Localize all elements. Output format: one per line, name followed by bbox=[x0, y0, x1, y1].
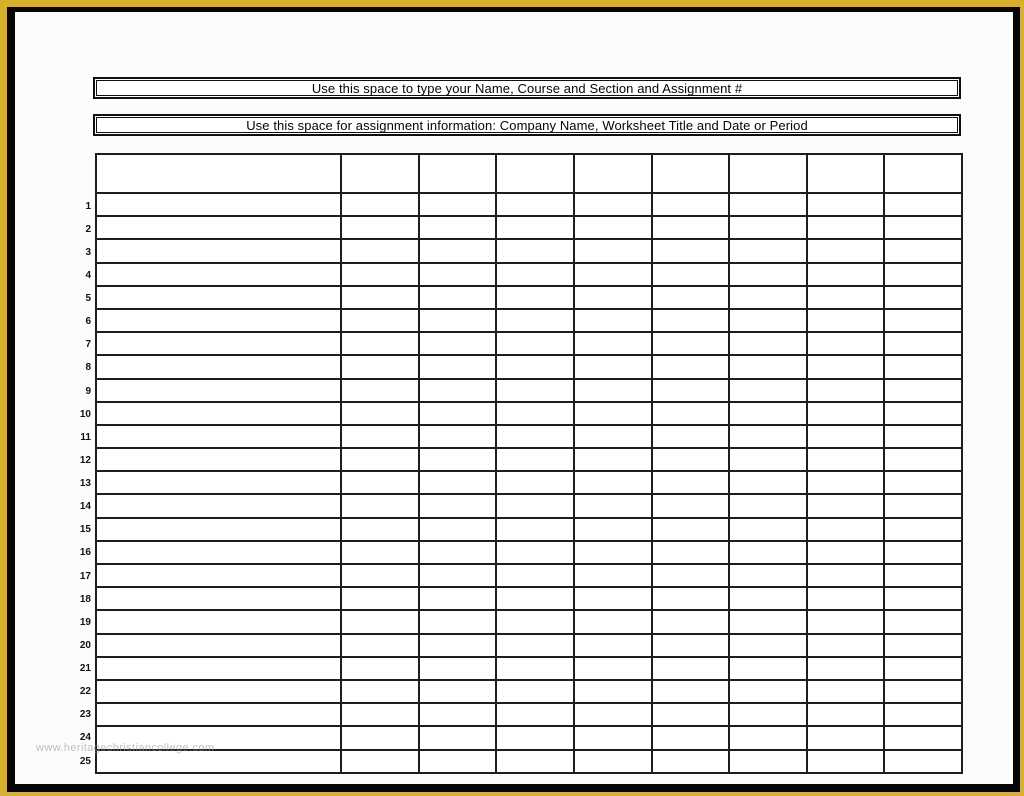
row-number: 13 bbox=[79, 478, 91, 490]
cell-amount[interactable] bbox=[419, 379, 497, 402]
cell-amount[interactable] bbox=[807, 541, 885, 564]
cell-amount[interactable] bbox=[652, 448, 730, 471]
row-number: 1 bbox=[85, 200, 91, 212]
cell-amount[interactable] bbox=[341, 448, 419, 471]
cell-amount[interactable] bbox=[652, 703, 730, 726]
assignment-info-box-inner bbox=[96, 117, 958, 133]
cell-amount[interactable] bbox=[496, 494, 574, 517]
cell-amount[interactable] bbox=[807, 494, 885, 517]
cell-amount[interactable] bbox=[419, 634, 497, 657]
cell-amount[interactable] bbox=[496, 634, 574, 657]
cell-amount[interactable] bbox=[884, 634, 962, 657]
cell-description[interactable] bbox=[96, 425, 341, 448]
grid-row bbox=[96, 263, 962, 286]
worksheet-grid-wrap bbox=[95, 153, 963, 774]
cell-amount[interactable] bbox=[729, 239, 807, 262]
grid-row bbox=[96, 332, 962, 355]
cell-amount[interactable] bbox=[496, 448, 574, 471]
cell-amount[interactable] bbox=[341, 425, 419, 448]
cell-description[interactable] bbox=[96, 634, 341, 657]
cell-amount[interactable] bbox=[807, 216, 885, 239]
header-cell-amount[interactable] bbox=[341, 154, 419, 193]
cell-description[interactable] bbox=[96, 379, 341, 402]
worksheet-grid-table bbox=[95, 153, 963, 774]
cell-amount[interactable] bbox=[884, 425, 962, 448]
row-number: 3 bbox=[85, 246, 91, 258]
cell-amount[interactable] bbox=[729, 703, 807, 726]
cell-amount[interactable] bbox=[341, 263, 419, 286]
cell-amount[interactable] bbox=[652, 680, 730, 703]
cell-description[interactable] bbox=[96, 355, 341, 378]
cell-amount[interactable] bbox=[807, 564, 885, 587]
row-number: 14 bbox=[79, 501, 91, 513]
cell-amount[interactable] bbox=[574, 263, 652, 286]
cell-amount[interactable] bbox=[496, 239, 574, 262]
header-cell-amount[interactable] bbox=[884, 154, 962, 193]
row-number: 11 bbox=[80, 431, 91, 443]
cell-description[interactable] bbox=[96, 610, 341, 633]
cell-amount[interactable] bbox=[652, 309, 730, 332]
cell-amount[interactable] bbox=[652, 726, 730, 749]
cell-amount[interactable] bbox=[729, 309, 807, 332]
grid-row bbox=[96, 587, 962, 610]
cell-amount[interactable] bbox=[652, 518, 730, 541]
cell-amount[interactable] bbox=[574, 657, 652, 680]
row-number: 10 bbox=[79, 408, 91, 420]
cell-description[interactable] bbox=[96, 239, 341, 262]
cell-amount[interactable] bbox=[884, 286, 962, 309]
cell-amount[interactable] bbox=[807, 471, 885, 494]
cell-amount[interactable] bbox=[419, 750, 497, 774]
cell-amount[interactable] bbox=[419, 726, 497, 749]
cell-amount[interactable] bbox=[496, 587, 574, 610]
grid-row bbox=[96, 518, 962, 541]
cell-amount[interactable] bbox=[807, 309, 885, 332]
row-number: 7 bbox=[85, 339, 91, 351]
cell-amount[interactable] bbox=[341, 657, 419, 680]
cell-amount[interactable] bbox=[807, 263, 885, 286]
cell-amount[interactable] bbox=[652, 564, 730, 587]
cell-amount[interactable] bbox=[341, 216, 419, 239]
cell-description[interactable] bbox=[96, 263, 341, 286]
grid-row bbox=[96, 726, 962, 749]
grid-row bbox=[96, 610, 962, 633]
grid-row bbox=[96, 193, 962, 216]
cell-amount[interactable] bbox=[652, 425, 730, 448]
grid-row bbox=[96, 680, 962, 703]
cell-amount[interactable] bbox=[652, 239, 730, 262]
cell-description[interactable] bbox=[96, 471, 341, 494]
grid-row bbox=[96, 634, 962, 657]
cell-amount[interactable] bbox=[419, 425, 497, 448]
cell-amount[interactable] bbox=[341, 726, 419, 749]
cell-amount[interactable] bbox=[419, 193, 497, 216]
cell-description[interactable] bbox=[96, 332, 341, 355]
cell-amount[interactable] bbox=[574, 193, 652, 216]
cell-amount[interactable] bbox=[341, 355, 419, 378]
cell-amount[interactable] bbox=[884, 263, 962, 286]
cell-amount[interactable] bbox=[496, 564, 574, 587]
cell-amount[interactable] bbox=[419, 332, 497, 355]
name-course-assignment-label: Use this space to type your Name, Course and Section and Assignment # bbox=[311, 80, 743, 96]
cell-amount[interactable] bbox=[496, 425, 574, 448]
header-cell-amount[interactable] bbox=[574, 154, 652, 193]
cell-amount[interactable] bbox=[574, 355, 652, 378]
cell-amount[interactable] bbox=[574, 425, 652, 448]
cell-amount[interactable] bbox=[341, 379, 419, 402]
cell-description[interactable] bbox=[96, 518, 341, 541]
cell-amount[interactable] bbox=[729, 726, 807, 749]
row-number: 2 bbox=[85, 223, 91, 235]
grid-row bbox=[96, 402, 962, 425]
cell-amount[interactable] bbox=[496, 216, 574, 239]
cell-amount[interactable] bbox=[496, 680, 574, 703]
cell-amount[interactable] bbox=[574, 448, 652, 471]
cell-amount[interactable] bbox=[884, 494, 962, 517]
cell-amount[interactable] bbox=[496, 703, 574, 726]
cell-amount[interactable] bbox=[419, 402, 497, 425]
cell-amount[interactable] bbox=[574, 332, 652, 355]
cell-amount[interactable] bbox=[574, 471, 652, 494]
row-number: 15 bbox=[79, 524, 91, 536]
cell-amount[interactable] bbox=[341, 703, 419, 726]
cell-amount[interactable] bbox=[574, 587, 652, 610]
cell-amount[interactable] bbox=[419, 286, 497, 309]
cell-amount[interactable] bbox=[574, 309, 652, 332]
row-number: 6 bbox=[85, 316, 91, 328]
row-number: 8 bbox=[85, 362, 91, 374]
cell-amount[interactable] bbox=[574, 216, 652, 239]
cell-amount[interactable] bbox=[496, 471, 574, 494]
grid-header-row bbox=[96, 154, 962, 193]
cell-amount[interactable] bbox=[884, 448, 962, 471]
cell-description[interactable] bbox=[96, 703, 341, 726]
name-course-assignment-box[interactable] bbox=[93, 77, 961, 99]
cell-amount[interactable] bbox=[729, 541, 807, 564]
grid-row bbox=[96, 703, 962, 726]
cell-amount[interactable] bbox=[574, 703, 652, 726]
cell-amount[interactable] bbox=[884, 703, 962, 726]
cell-amount[interactable] bbox=[884, 750, 962, 774]
cell-amount[interactable] bbox=[884, 471, 962, 494]
row-number: 25 bbox=[79, 755, 91, 767]
cell-amount[interactable] bbox=[341, 471, 419, 494]
cell-amount[interactable] bbox=[729, 448, 807, 471]
header-cell-amount[interactable] bbox=[496, 154, 574, 193]
cell-description[interactable] bbox=[96, 448, 341, 471]
grid-row bbox=[96, 657, 962, 680]
cell-amount[interactable] bbox=[729, 634, 807, 657]
cell-amount[interactable] bbox=[341, 634, 419, 657]
row-number: 16 bbox=[79, 547, 91, 559]
cell-amount[interactable] bbox=[341, 680, 419, 703]
cell-amount[interactable] bbox=[884, 518, 962, 541]
grid-row bbox=[96, 216, 962, 239]
cell-amount[interactable] bbox=[419, 216, 497, 239]
cell-amount[interactable] bbox=[729, 680, 807, 703]
cell-amount[interactable] bbox=[341, 541, 419, 564]
grid-row bbox=[96, 448, 962, 471]
cell-amount[interactable] bbox=[496, 402, 574, 425]
cell-amount[interactable] bbox=[419, 703, 497, 726]
grid-row bbox=[96, 355, 962, 378]
row-number: 18 bbox=[79, 593, 91, 605]
cell-amount[interactable] bbox=[884, 726, 962, 749]
cell-description[interactable] bbox=[96, 193, 341, 216]
cell-amount[interactable] bbox=[496, 657, 574, 680]
cell-amount[interactable] bbox=[884, 680, 962, 703]
cell-amount[interactable] bbox=[729, 425, 807, 448]
cell-amount[interactable] bbox=[807, 610, 885, 633]
cell-description[interactable] bbox=[96, 541, 341, 564]
cell-amount[interactable] bbox=[807, 518, 885, 541]
cell-amount[interactable] bbox=[496, 263, 574, 286]
row-number: 9 bbox=[85, 385, 91, 397]
cell-amount[interactable] bbox=[496, 518, 574, 541]
row-number: 24 bbox=[79, 732, 91, 744]
cell-amount[interactable] bbox=[574, 610, 652, 633]
cell-amount[interactable] bbox=[652, 332, 730, 355]
cell-amount[interactable] bbox=[496, 286, 574, 309]
cell-amount[interactable] bbox=[574, 634, 652, 657]
cell-amount[interactable] bbox=[496, 309, 574, 332]
grid-row bbox=[96, 564, 962, 587]
cell-amount[interactable] bbox=[884, 216, 962, 239]
cell-amount[interactable] bbox=[496, 750, 574, 774]
grid-row bbox=[96, 425, 962, 448]
cell-amount[interactable] bbox=[574, 402, 652, 425]
cell-amount[interactable] bbox=[807, 657, 885, 680]
cell-description[interactable] bbox=[96, 680, 341, 703]
cell-amount[interactable] bbox=[884, 610, 962, 633]
cell-amount[interactable] bbox=[341, 610, 419, 633]
cell-amount[interactable] bbox=[729, 379, 807, 402]
cell-amount[interactable] bbox=[652, 471, 730, 494]
row-number: 4 bbox=[85, 269, 91, 281]
cell-amount[interactable] bbox=[807, 750, 885, 774]
cell-amount[interactable] bbox=[574, 518, 652, 541]
cell-amount[interactable] bbox=[729, 355, 807, 378]
cell-amount[interactable] bbox=[652, 379, 730, 402]
cell-amount[interactable] bbox=[884, 332, 962, 355]
cell-amount[interactable] bbox=[419, 680, 497, 703]
cell-amount[interactable] bbox=[729, 471, 807, 494]
cell-amount[interactable] bbox=[807, 193, 885, 216]
cell-amount[interactable] bbox=[729, 263, 807, 286]
header-cell-amount[interactable] bbox=[729, 154, 807, 193]
cell-amount[interactable] bbox=[419, 657, 497, 680]
row-number: 23 bbox=[79, 709, 91, 721]
cell-amount[interactable] bbox=[652, 610, 730, 633]
cell-amount[interactable] bbox=[341, 309, 419, 332]
cell-amount[interactable] bbox=[341, 587, 419, 610]
cell-amount[interactable] bbox=[496, 610, 574, 633]
cell-amount[interactable] bbox=[884, 402, 962, 425]
cell-amount[interactable] bbox=[884, 541, 962, 564]
cell-amount[interactable] bbox=[729, 750, 807, 774]
cell-amount[interactable] bbox=[807, 402, 885, 425]
cell-amount[interactable] bbox=[496, 332, 574, 355]
cell-amount[interactable] bbox=[341, 750, 419, 774]
cell-amount[interactable] bbox=[729, 587, 807, 610]
cell-amount[interactable] bbox=[729, 494, 807, 517]
cell-amount[interactable] bbox=[419, 518, 497, 541]
row-number: 20 bbox=[79, 639, 91, 651]
cell-amount[interactable] bbox=[884, 587, 962, 610]
cell-amount[interactable] bbox=[574, 750, 652, 774]
cell-amount[interactable] bbox=[884, 193, 962, 216]
watermark-url: www.heritagechristiancollege.com bbox=[36, 742, 215, 754]
cell-description[interactable] bbox=[96, 216, 341, 239]
header-cell-description[interactable] bbox=[96, 154, 341, 193]
cell-amount[interactable] bbox=[652, 587, 730, 610]
grid-row bbox=[96, 471, 962, 494]
cell-amount[interactable] bbox=[341, 518, 419, 541]
cell-amount[interactable] bbox=[807, 239, 885, 262]
cell-amount[interactable] bbox=[574, 680, 652, 703]
cell-amount[interactable] bbox=[884, 239, 962, 262]
cell-amount[interactable] bbox=[807, 680, 885, 703]
cell-amount[interactable] bbox=[574, 726, 652, 749]
cell-amount[interactable] bbox=[884, 309, 962, 332]
grid-row bbox=[96, 750, 962, 774]
cell-amount[interactable] bbox=[652, 402, 730, 425]
cell-description[interactable] bbox=[96, 494, 341, 517]
cell-amount[interactable] bbox=[729, 402, 807, 425]
cell-amount[interactable] bbox=[419, 309, 497, 332]
cell-amount[interactable] bbox=[496, 541, 574, 564]
cell-description[interactable] bbox=[96, 657, 341, 680]
cell-amount[interactable] bbox=[652, 193, 730, 216]
cell-amount[interactable] bbox=[341, 332, 419, 355]
cell-amount[interactable] bbox=[574, 286, 652, 309]
row-number: 12 bbox=[79, 454, 91, 466]
cell-amount[interactable] bbox=[496, 726, 574, 749]
cell-amount[interactable] bbox=[807, 379, 885, 402]
row-number: 21 bbox=[79, 663, 91, 675]
cell-amount[interactable] bbox=[807, 703, 885, 726]
cell-amount[interactable] bbox=[884, 657, 962, 680]
grid-row bbox=[96, 494, 962, 517]
cell-amount[interactable] bbox=[884, 564, 962, 587]
cell-amount[interactable] bbox=[419, 471, 497, 494]
cell-amount[interactable] bbox=[496, 193, 574, 216]
cell-amount[interactable] bbox=[729, 332, 807, 355]
cell-amount[interactable] bbox=[419, 564, 497, 587]
cell-amount[interactable] bbox=[807, 726, 885, 749]
cell-amount[interactable] bbox=[652, 355, 730, 378]
cell-amount[interactable] bbox=[729, 216, 807, 239]
cell-amount[interactable] bbox=[652, 263, 730, 286]
row-number: 19 bbox=[79, 616, 91, 628]
cell-description[interactable] bbox=[96, 286, 341, 309]
cell-amount[interactable] bbox=[729, 518, 807, 541]
cell-amount[interactable] bbox=[341, 494, 419, 517]
cell-amount[interactable] bbox=[341, 286, 419, 309]
cell-amount[interactable] bbox=[496, 355, 574, 378]
cell-amount[interactable] bbox=[419, 448, 497, 471]
cell-amount[interactable] bbox=[341, 193, 419, 216]
cell-amount[interactable] bbox=[574, 239, 652, 262]
cell-amount[interactable] bbox=[729, 193, 807, 216]
cell-amount[interactable] bbox=[729, 610, 807, 633]
cell-amount[interactable] bbox=[574, 541, 652, 564]
row-number-gutter bbox=[58, 195, 91, 773]
cell-amount[interactable] bbox=[574, 379, 652, 402]
cell-amount[interactable] bbox=[341, 564, 419, 587]
cell-amount[interactable] bbox=[419, 355, 497, 378]
name-course-assignment-box-inner bbox=[96, 80, 958, 96]
header-cell-amount[interactable] bbox=[807, 154, 885, 193]
cell-amount[interactable] bbox=[729, 286, 807, 309]
cell-amount[interactable] bbox=[652, 634, 730, 657]
cell-amount[interactable] bbox=[652, 541, 730, 564]
cell-amount[interactable] bbox=[884, 355, 962, 378]
cell-amount[interactable] bbox=[652, 657, 730, 680]
cell-amount[interactable] bbox=[574, 494, 652, 517]
grid-row bbox=[96, 541, 962, 564]
cell-amount[interactable] bbox=[652, 750, 730, 774]
cell-amount[interactable] bbox=[652, 286, 730, 309]
cell-amount[interactable] bbox=[807, 425, 885, 448]
row-number: 22 bbox=[79, 686, 91, 698]
cell-amount[interactable] bbox=[496, 379, 574, 402]
cell-amount[interactable] bbox=[807, 587, 885, 610]
assignment-info-box[interactable] bbox=[93, 114, 961, 136]
cell-amount[interactable] bbox=[419, 263, 497, 286]
cell-description[interactable] bbox=[96, 564, 341, 587]
cell-amount[interactable] bbox=[884, 379, 962, 402]
cell-amount[interactable] bbox=[729, 564, 807, 587]
cell-amount[interactable] bbox=[419, 541, 497, 564]
grid-row bbox=[96, 309, 962, 332]
row-number: 5 bbox=[85, 293, 91, 305]
cell-amount[interactable] bbox=[419, 494, 497, 517]
assignment-info-label: Use this space for assignment information: Company Name, Worksheet Title and Date or Period bbox=[246, 117, 808, 133]
header-cell-amount[interactable] bbox=[419, 154, 497, 193]
cell-amount[interactable] bbox=[807, 355, 885, 378]
cell-description[interactable] bbox=[96, 309, 341, 332]
cell-amount[interactable] bbox=[574, 564, 652, 587]
cell-amount[interactable] bbox=[652, 216, 730, 239]
cell-description[interactable] bbox=[96, 402, 341, 425]
cell-amount[interactable] bbox=[807, 286, 885, 309]
grid-row bbox=[96, 286, 962, 309]
cell-amount[interactable] bbox=[341, 402, 419, 425]
cell-amount[interactable] bbox=[807, 634, 885, 657]
cell-amount[interactable] bbox=[341, 239, 419, 262]
cell-amount[interactable] bbox=[419, 587, 497, 610]
cell-amount[interactable] bbox=[807, 448, 885, 471]
grid-row bbox=[96, 379, 962, 402]
cell-amount[interactable] bbox=[419, 239, 497, 262]
row-number: 17 bbox=[79, 570, 91, 582]
cell-amount[interactable] bbox=[419, 610, 497, 633]
cell-amount[interactable] bbox=[652, 494, 730, 517]
grid-row bbox=[96, 239, 962, 262]
header-cell-amount[interactable] bbox=[652, 154, 730, 193]
cell-amount[interactable] bbox=[729, 657, 807, 680]
cell-description[interactable] bbox=[96, 587, 341, 610]
cell-amount[interactable] bbox=[807, 332, 885, 355]
